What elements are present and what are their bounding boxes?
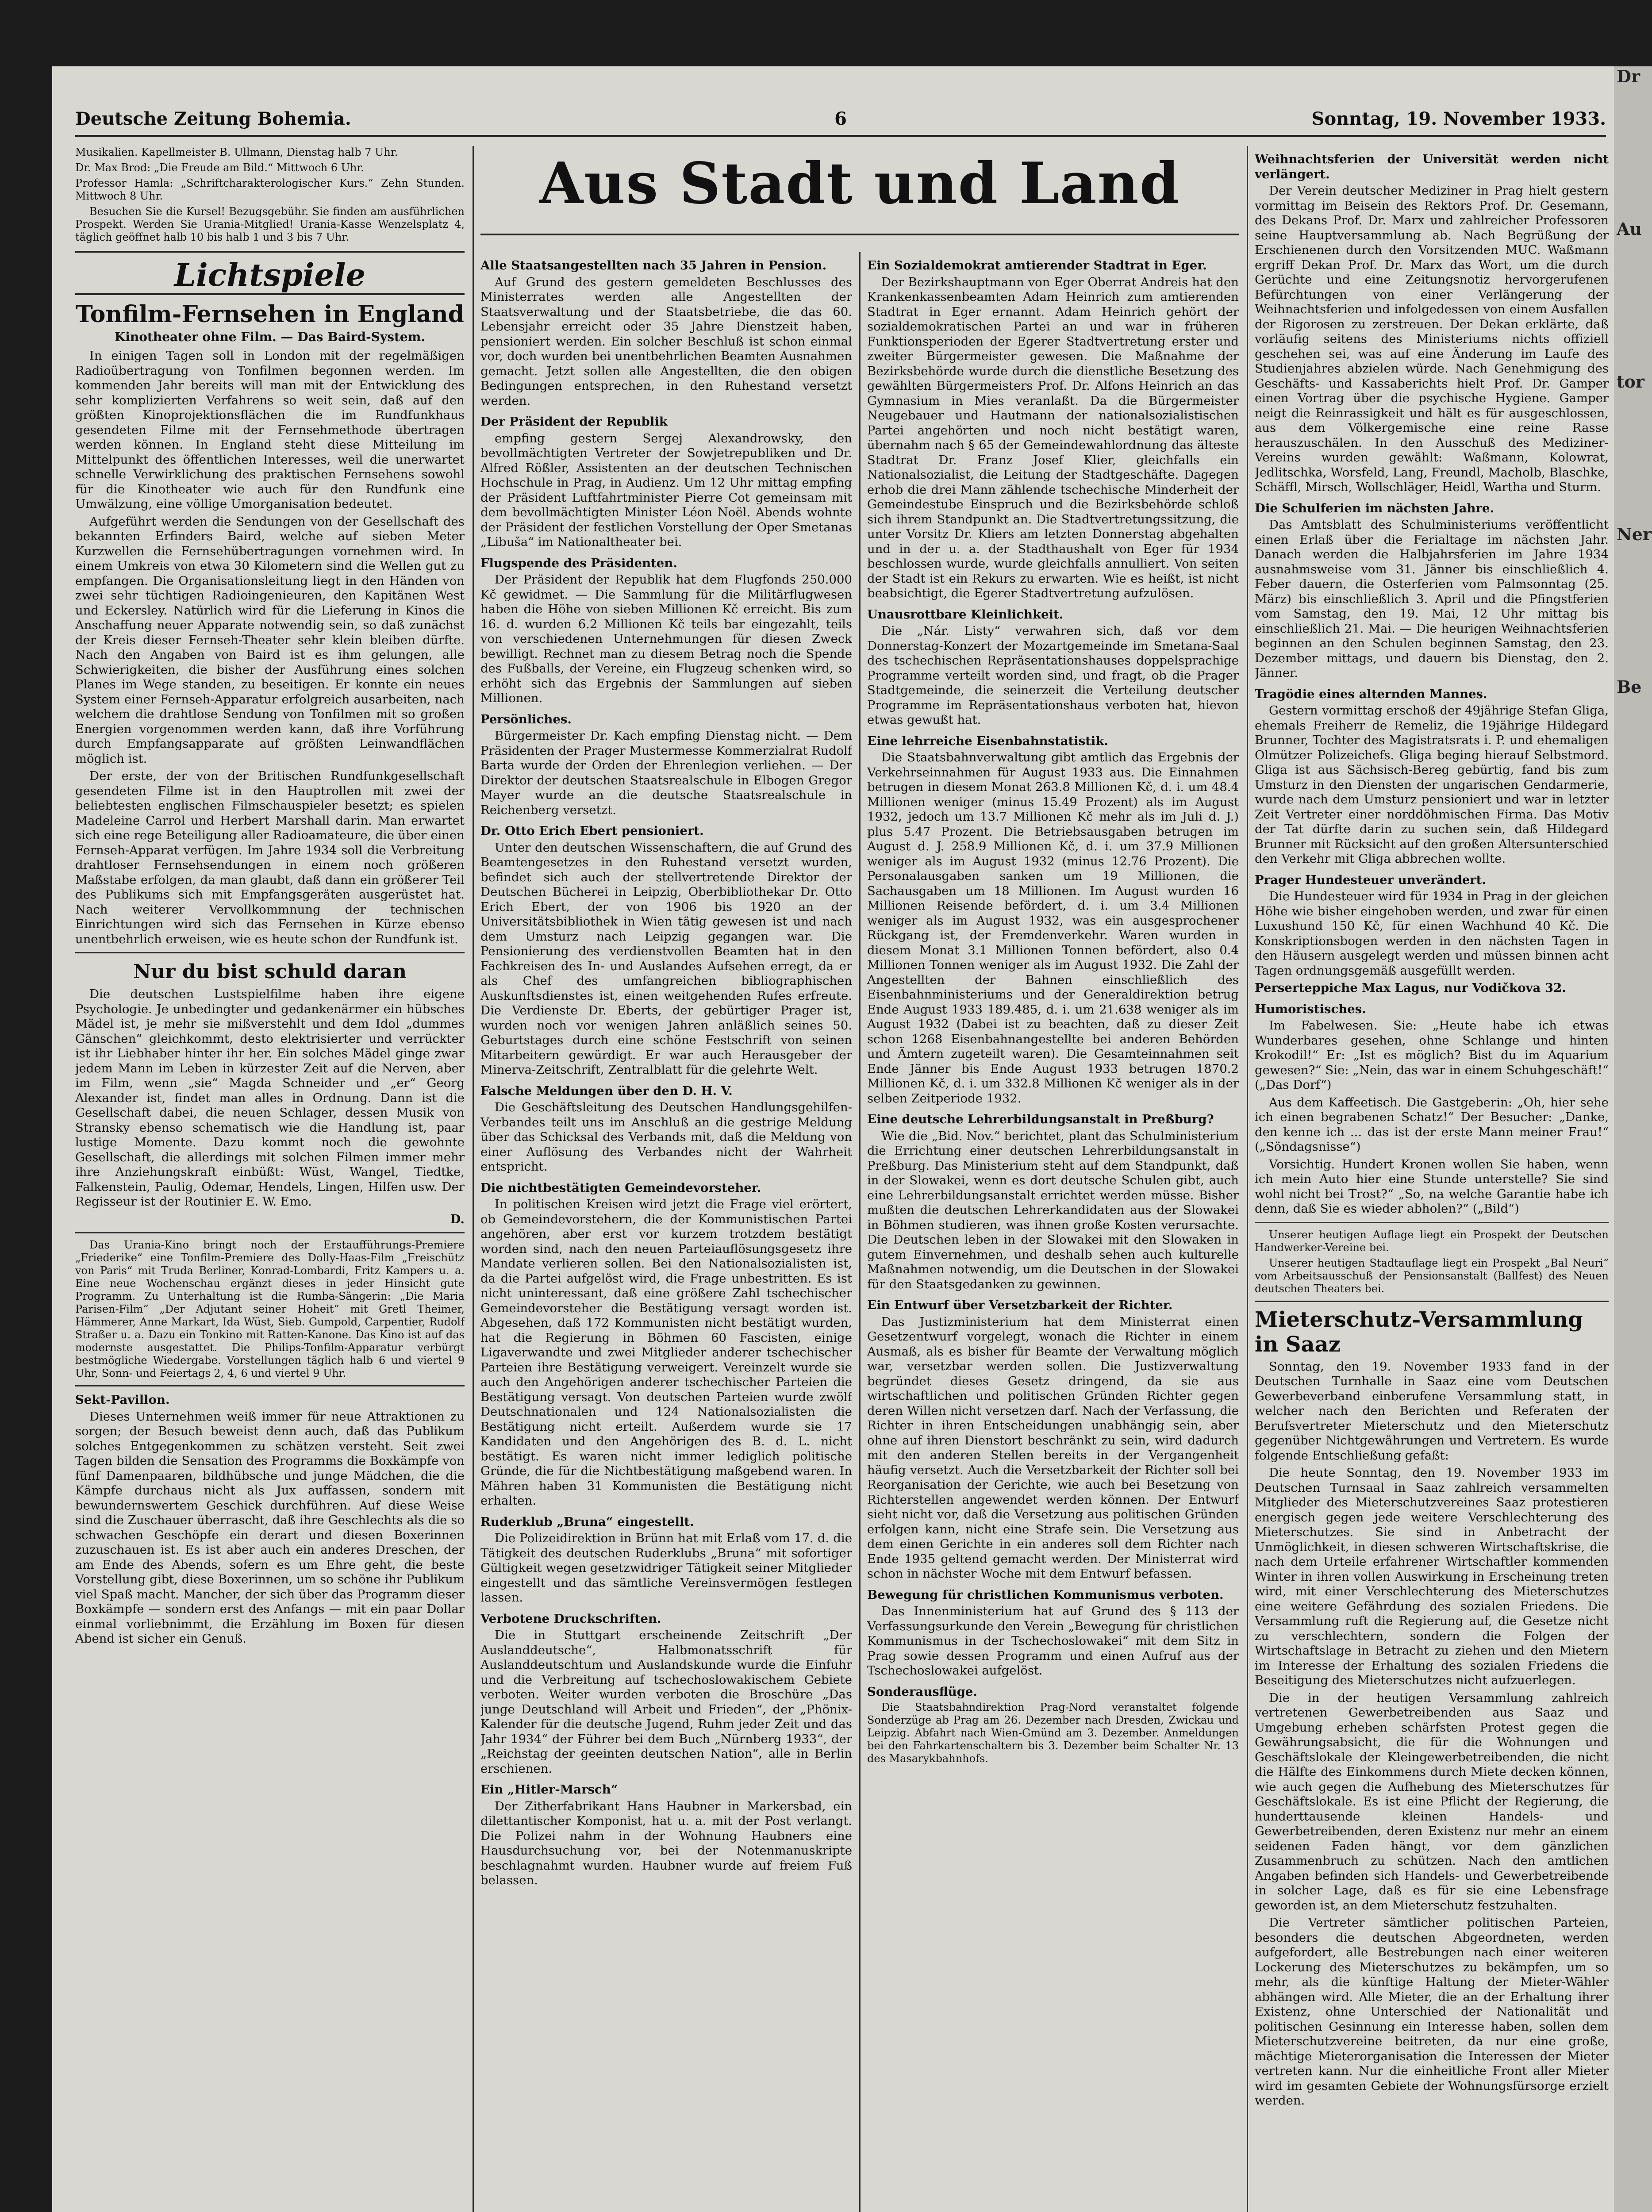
article-headline: Mieterschutz-Versammlung in Saaz [1255, 1307, 1583, 1357]
article-headline: Eine lehrreiche Eisenbahnstatistik. [867, 733, 1108, 748]
article-headline: Falsche Meldungen über den D. H. V. [480, 1083, 733, 1098]
article-paragraph: Die in der heutigen Versammlung zahlreich vertretenen Gewerbetreibenden aus Saaz und Umgebung erheben schärfsten Protest gegen die Gewährungsabsicht, die für die Wohnungen und Geschäftslokale der Kleingewerbetreibenden, die nicht die Hälfte des Einkommens durch Miete decken können, wie auch gegen die Aufhebung des Mieterschutzes für Geschäftslokale. Es ist eine Pflicht der Regierung, die hunderttausende kleinen Handels- und Gewerbetreibenden, deren Existenz nur mehr an einem seidenen Faden hängt, vor dem gänzlichen Zusammenbruch zu schützen. Nach den amtlichen Angaben befinden sich Handels- und Gewerbetreibende in solcher Lage, daß es für sie eine Lebensfrage geworden ist, an dem Mieterschutz festzuhalten. [1255, 1690, 1609, 1912]
article-headline: Ein Sozialdemokrat amtierender Stadtrat in Eger. [867, 258, 1207, 273]
article-paragraph: Die Staatsbahndirektion Prag-Nord veranstaltet folgende Sonderzüge ab Prag am 26. Dezember nach Dresden, Zwickau und Leipzig. Abfahrt nach Wien-Gmünd am 3. Dezember. Anmeldungen bei den Fahrkartenschaltern bis 3. Dezember beim Schalter Nr. 13 des Masarykbahnhofs. [867, 1701, 1239, 1765]
column-rule [1247, 146, 1248, 2212]
article-separator [75, 952, 465, 953]
article-headline: Unausrottbare Kleinlichkeit. [867, 607, 1064, 622]
article-paragraph: Die Geschäftsleitung des Deutschen Handlungsgehilfen-Verbandes teilt uns im Anschluß an die gestrige Meldung über das Schicksal des Verbands mit, daß die Meldung von einer Auflösung des Verbandes nicht der Wahrheit entspricht. [480, 1100, 852, 1174]
article-headline: Dr. Otto Erich Ebert pensioniert. [480, 824, 704, 838]
article-headline: Sonderausflüge. [867, 1684, 977, 1699]
article-paragraph: Das Innenministerium hat auf Grund des § 113 der Verfassungsurkunde den Verein „Bewegung für christlichen Kommunismus in der Tschechoslowakei“ mit dem Sitz in Prag sowie dessen Programm und einen Aufruf aus der Tschechoslowakei aufgelöst. [867, 1604, 1239, 1678]
newspaper-name: Deutsche Zeitung Bohemia. [75, 108, 351, 129]
article-headline: Persönliches. [480, 712, 572, 726]
article-paragraph: In einigen Tagen soll in London mit der regelmäßigen Radioübertragung von Tonfilmen begonnen werden. Im kommenden Jahr bereits will man mit der Entwicklung des sehr komplizierten Verfahrens so weit sein, daß auf den größten Kinoprojektionsflächen die im Rundfunkhaus gesendeten Filme mit der Fernsehmethode übertragen werden können. In England steht diese Mitteilung im Mittelpunkt des öffentlichen Interesses, weil die unerwartet schnelle Verwirklichung des praktischen Fernsehens sowohl für die Kinotheater wie auch für den Rundfunk eine Umwälzung, eine völlige Umorganisation bedeutet. [75, 349, 465, 511]
article-paragraph: Im Fabelwesen. Sie: „Heute habe ich etwas Wunderbares gesehen, ohne Schlange und hinten Krokodil!“ Er: „Ist es möglich? Bist du im Aquarium gewesen?“ Sie: „Nein, das war in einem Schuhgeschäft!“ („Das Dorf“) [1255, 1018, 1609, 1092]
article-separator [1255, 1222, 1609, 1223]
article-paragraph: Die Hundesteuer wird für 1934 in Prag in der gleichen Höhe wie bisher eingehoben werden, und zwar für einen Luxushund 150 Kč, für einen Wachhund 40 Kč. Die Konskriptionsbogen werden in den nächsten Tagen in den Häusern ausgelegt werden und müssen binnen acht Tagen ordnungsgemäß ausgefüllt werden. [1255, 889, 1609, 978]
column-1 [75, 146, 465, 2212]
edge-fragment: Dr [1617, 66, 1640, 86]
article-paragraph: Das Justizministerium hat dem Ministerrat einen Gesetzentwurf vorgelegt, wonach die Richter in einem Ausmaß, als es bisher für Beamte der Verwaltung möglich war, versetzbar werden sollen. Die Justizverwaltung begründet dieses Gesetz dringend, da sie aus wirtschaftlichen und politischen Gründen Richter gegen deren Willen nicht versetzen darf. Nach der Verfassung, die Richter in ihren Entscheidungen unabhängig sein, aber ohne auf ihren Dienstort beschränkt zu sein, wird dadurch mit den anderen Stellen bereits in der Vergangenheit häufig versetzt. Auch die Versetzbarkeit der Richter soll bei Reorganisation der Gerichte, wie auch bei Besetzung von Richterstellen angewendet werden können. Der Entwurf sieht nicht vor, daß die Versetzung aus politischen Gründen erfolgen kann, nicht eine Strafe sein. Die Versetzung aus dem einen Gerichte in ein anderes soll dem Richter nach Ende 1935 geltend gemacht werden. Der Ministerrat wird schon in nächster Woche mit dem Entwurf befassen. [867, 1314, 1239, 1581]
article-separator [75, 1232, 465, 1233]
article-paragraph: Aufgeführt werden die Sendungen von der Gesellschaft des bekannten Erfinders Baird, welche auf sieben Meter Kurzwellen die Fernsehübertragungen vornehmen wird. In einem Umkreis von etwa 30 Kilometern sind die Wellen gut zu empfangen. Die Organisationsleitung liegt in den Händen von zwei sehr tüchtigen Radioingenieuren, den Kapitänen West und Eckersley. Natürlich wird für die Lieferung in Kinos die Anschaffung neuer Apparate notwendig sein, so daß zunächst der Kreis dieser Fernseh-Theater sehr klein bleiben dürfte. Nach den Angaben von Baird ist es ihm gelungen, alle Schwierigkeiten, die bisher der Ausführung eines solchen Planes im Wege standen, zu beseitigen. Er konnte ein neues System einer Fernseh-Apparatur erfolgreich ausarbeiten, nach welchem die drahtlose Sendung von Tonfilmen mit so großen Energien vorgenommen werden kann, daß ihre Vorführung durch Empfangsapparate auf größten Leinwandflächen möglich ist. [75, 514, 465, 766]
article-headline: Verbotene Druckschriften. [480, 1611, 661, 1626]
article-paragraph: Der Bezirkshauptmann von Eger Oberrat Andreis hat den Krankenkassenbeamten Adam Heinrich zum amtierenden Stadtrat in Eger ernannt. Adam Heinrich gehört der sozialdemokratischen Partei an und war in früheren Funktionsperioden der Egerer Stadtvertretung erster und zweiter Bürgermeister gewesen. Die Maßnahme der Bezirksbehörde wurde durch die dienstliche Besetzung des gewählten Bürgermeisters Prof. Dr. Alfons Heinrich an das Gymnasium in Mies veranlaßt. Da die Bürgermeister Neugebauer und Hautmann der nationalsozialistischen Partei angehörten und noch nicht bestätigt waren, übernahm nach § 65 der Gemeindewahlordnung das älteste Stadtrat Dr. Franz Josef Klier, gleichfalls ein Nationalsozialist, die Leitung der Stadtgeschäfte. Dagegen erhob die drei Mann zählende tschechische Minderheit der Gemeindestube Einspruch und die Bezirksbehörde schloß sich ihrem Standpunkt an. Die Stadtvertretungssitzung, die unter Vorsitz Dr. Kliers am letzten Donnerstag abgehalten und in der u. a. der Stadthaushalt von Eger für 1934 beschlossen wurde, wurde gleichfalls annulliert. Von seiten der Stadt ist ein Rekurs zu erwarten. Wie es heißt, ist nicht beabsichtigt, die Egerer Stadtvertretung aufzulösen. [867, 275, 1239, 600]
article-headline: Die Schulferien im nächsten Jahre. [1255, 501, 1494, 515]
article-paragraph: Unter den deutschen Wissenschaftern, die auf Grund des Beamtengesetzes in den Ruhestand versetzt wurden, befindet sich auch der stellvertretende Direktor der Deutschen Bücherei in Leipzig, Oberbibliothekar Dr. Otto Erich Ebert, der von 1906 bis 1920 an der Universitätsbibliothek in Wien tätig gewesen ist und nach dem Umsturz nach Leipzig gegangen war. Die Pensionierung des verdienstvollen Beamten hat in den Fachkreisen des In- und Auslandes Aufsehen erregt, da er als Chef des umfangreichen bibliographischen Auskunftsdienstes ist, einen weitgehenden Rufes erfreute. Die Verdienste Dr. Eberts, der gebürtiger Prager ist, wurden noch vor wenigen Jahren anläßlich seines 50. Geburtstages durch eine schöne Festschrift von seinen Mitarbeitern gewürdigt. Er war auch Herausgeber der Minerva-Zeitschrift, Zentralblatt für die gelehrte Welt. [480, 840, 852, 1077]
article-paragraph: Wie die „Bid. Nov.“ berichtet, plant das Schulministerium die Errichtung einer deutschen Lehrerbildungsanstalt in Preßburg. Das Ministerium steht auf dem Standpunkt, daß in der Slowakei, wenn es dort deutsche Schulen gibt, auch eine Lehrerbildungsanstalt errichtet werden müsse. Bisher mußten die deutschen Lehrerkandidaten aus der Slowakei in Böhmen studieren, was ihnen große Kosten verursachte. Die Deutschen leben in der Slowakei mit den Slowaken in gutem Einvernehmen, und deshalb sehen auch kulturelle Maßnahmen notwendig, um die Deutschen in der Slowakei für den Staatsgedanken zu gewinnen. [867, 1129, 1239, 1291]
insert-notice: Unserer heutigen Auflage liegt ein Prospekt der Deutschen Handwerker-Vereine bei. [1255, 1228, 1609, 1254]
column-2 [480, 252, 852, 2212]
insert-notice: Unserer heutigen Stadtauflage liegt ein Prospekt „Bal Neuri“ vom Arbeitsausschuß der Pensionsanstalt (Ballfest) des Neuen deutschen Theaters bei. [1255, 1256, 1609, 1295]
column-4 [1255, 146, 1609, 2212]
article-paragraph: Die Polizeidirektion in Brünn hat mit Erlaß vom 17. d. die Tätigkeit des deutschen Ruderklubs „Bruna“ mit sofortiger Gültigkeit wegen gesetzwidriger Tätigkeit seiner Mitglieder eingestellt und das sämtliche Vereinsvermögen festlegen lassen. [480, 1531, 852, 1605]
article-headline: Flugspende des Präsidenten. [480, 556, 677, 570]
column-rule [859, 252, 861, 2212]
adjacent-page-edge [1614, 66, 1652, 2212]
article-headline: Sekt-Pavillon. [75, 1393, 170, 1407]
column-3 [867, 252, 1239, 2212]
article-paragraph: Der Verein deutscher Mediziner in Prag hielt gestern vormittag im Beisein des Rektors Prof. Dr. Gesemann, des Dekans Prof. Dr. Marx und zahlreicher Professoren seine Hauptversammlung ab. Nach Begrüßung der Erschienenen durch den Vorsitzenden MUC. Waßmann ergriff Dekan Prof. Dr. Marx das Wort, um die durch Gerüchte und eine Zeitungsnotiz hervorgerufenen Befürchtungen von einer Verlängerung der Weihnachtsferien und infolgedessen von einem Ausfallen der Rigorosen zu zerstreuen. Der Dekan erklärte, daß vorläufig seitens des Ministeriums nichts offiziell geschehen sei, was auf eine Änderung im Laufe des Studienjahres abzielen würde. Nach Genehmigung des Geschäfts- und Kassaberichts hielt Prof. Dr. Gamper einen Vortrag über die psychische Hygiene. Gamper neigt die Reinrassigkeit und hält es für ausgeschlossen, aus dem Völkergemische eine reine Rasse herauszuschälen. In den Ausschuß des Mediziner-Vereins wurden gewählt: Waßmann, Kolowrat, Jedlitschka, Worsfeld, Lang, Freundl, Macholb, Blaschke, Schäffl, Mirsch, Wollschläger, Heidl, Wartha und Sturm. [1255, 184, 1609, 494]
page-header [75, 108, 1606, 137]
article-paragraph: Die Vertreter sämtlicher politischen Parteien, besonders die deutschen Abgeordneten, werden aufgefordert, alle Bestrebungen nach einer weiteren Lockerung des Mieterschutzes zu bekämpfen, um so mehr, als die künftige Haltung der Mieter-Wähler abhängen wird. Alle Mieter, die an der Erhaltung ihrer Existenz, ohne Unterschied der Nationalität und politischen Gesinnung ein Interesse haben, sollen dem Mieterschutzvereine beitreten, da nur eine große, mächtige Mieterorganisation die Interessen der Mieter vertreten kann. Nur die einheitliche Front aller Mieter wird im gesamten Gebiete der Wohnungsfürsorge erzielt werden. [1255, 1916, 1609, 2108]
edge-fragment: Be [1617, 677, 1642, 697]
listing-item: Musikalien. Kapellmeister B. Ullmann, Dienstag halb 7 Uhr. [75, 146, 398, 158]
kino-notice: Das Urania-Kino bringt noch der Erstaufführungs-Premiere „Friederike“ eine Tonfilm-Premiere des Dolly-Haas-Film „Freischütz von Paris“ mit Truda Berliner, Konrad-Lombardi, Fritz Kampers u. a. Eine neue Wochenschau ergänzt dieses in jeder Hinsicht gute Programm. Zu Unterhaltung ist die Rumba-Sängerin: „Die Maria Parisen-Film“ „Der Adjutant seiner Hoheit“ mit Gretl Theimer, Hämmerer, Anne Markart, Ida Wüst, Sieb. Gumpold, Carpentier, Rudolf Straßer u. a. Dazu ein Tonkino mit Ratten-Kanone. Das Kino ist auf das modernste ausgestattet. Die Philips-Tonfilm-Apparatur verbürgt bestmögliche Wiedergabe. Vorstellungen täglich halb 6 und viertel 9 Uhr, Sonn- und Feiertags 2, 4, 6 und viertel 9 Uhr. [75, 1239, 465, 1379]
article-headline: Nur du bist schuld daran [133, 960, 407, 983]
article-paragraph: Gestern vormittag erschoß der 49jährige Stefan Gliga, ehemals Freiherr de Remeliz, die 19jährige Hildegard Brunner, Tochter des Magistratsrats i. P. und ehemaligen Olmützer Polizeichefs. Gliga beging hierauf Selbstmord. Gliga ist aus Sächsisch-Bereg gebürtig, fand bis zum Umsturz in den Diensten der ungarischen Gendarmerie, wurde nach dem Umsturz pensioniert und war in letzter Zeit Vertreter einer norddöhmischen Firma. Das Motiv der Tat dürfte darin zu suchen sein, daß Hildegard Brunner mit Rücksicht auf den großen Altersunterschied den Verkehr mit Gliga abbrechen wollte. [1255, 703, 1609, 866]
edge-fragment: Ner [1617, 524, 1652, 544]
article-paragraph: Die „Nár. Listy“ verwahren sich, daß vor dem Donnerstag-Konzert der Mozartgemeinde im Smetana-Saal des tschechischen Repräsentationshauses doppelsprachige Programme verteilt worden sind, und fragt, ob die Prager Stadtgemeinde, die seinerzeit die Verteilung deutscher Programme im Repräsentationshaus verboten hat, hievon etwas gewußt hat. [867, 624, 1239, 727]
article-paragraph: Aus dem Kaffeetisch. Die Gastgeberin: „Oh, hier sehe ich einen begrabenen Schatz!“ Der Besucher: „Danke, den kenne ich ... das ist der erste Mann meiner Frau!“ („Söndagsnisse“) [1255, 1095, 1609, 1154]
article-headline: Alle Staatsangestellten nach 35 Jahren in Pension. [480, 258, 827, 273]
article-paragraph: Die heute Sonntag, den 19. November 1933 im Deutschen Turnsaal in Saaz zahlreich versammelten Mitglieder des Mieterschutzvereines Saaz protestieren energisch gegen jede weitere Verschlechterung des Mieterschutzes. Sie sind in Anbetracht der Unmöglichkeit, in diesen schweren Wirtschaftskrise, die nach dem Urteile erfahrener Wirtschaftler kommenden Winter in ihren vollen Auswirkung in Erscheinung treten wird, mit einer Verschlechterung des Mieterschutzes eine weitere Gefährdung des sozialen Friedens. Die Versammlung ruft die Regierung auf, die Gesetze nicht zu verschlechtern, sondern die Folgen der Wirtschaftslage in Betracht zu ziehen und den Mietern im Interesse der Erhaltung des sozialen Friedens die Beseitigung des Mieterschutzes nicht aufzuerlegen. [1255, 1466, 1609, 1687]
article-headline: Tragödie eines alternden Mannes. [1255, 687, 1487, 701]
issue-date: Sonntag, 19. November 1933. [1311, 108, 1606, 129]
title-rule [480, 234, 1239, 235]
article-separator [75, 1385, 465, 1386]
listing-item: Besuchen Sie die Kursel! Bezugsgebühr. Sie finden am ausführlichen Prospekt. Werden Sie Urania-Mitglied! Urania-Kasse Wenzelsplatz 4, täglich geöffnet halb 10 bis halb 1 und 3 bis 7 Uhr. [75, 205, 465, 243]
column-rule [473, 146, 474, 2212]
article-headline: Eine deutsche Lehrerbildungsanstalt in Preßburg? [867, 1112, 1214, 1126]
article-paragraph: Dieses Unternehmen weiß immer für neue Attraktionen zu sorgen; der Besuch beweist denn auch, daß das Publikum solches Entgegenkommen zu schätzen versteht. Seit zwei Tagen bilden die Sensation des Programms die Boxkämpfe von fünf Damenpaaren, bildhübsche und junge Mädchen, die die Kämpfe durchaus nicht als Jux auffassen, sondern mit bewundernswertem Geschick durchführen. Auf diese Weise sind die Zuschauer überrascht, daß ihre Geschlechts als die so schwachen Geschöpfe ein derart und diesen Boxerinnen zuzuschauen ist. Es ist aber auch ein anderes Dreschen, der am Ende des Abends, sofern es um Ehre geht, die beste Vorstellung gibt, diese Boxerinnen, um so schöne ihr Publikum viel Spaß macht. Mancher, der sich über das Programm dieser Boxkämpfe — sondern erst des Anfangs — mit ein paar Dollar einmal vorliebnimmt, die Erzählung im Boxen für diesen Abend ist sicher ein Genuß. [75, 1409, 465, 1646]
advertisement-line: Perserteppiche Max Lagus, nur Vodičkova 32. [1255, 981, 1566, 995]
article-paragraph: In politischen Kreisen wird jetzt die Frage viel erörtert, ob Gemeindevorstehern, die der Kommunistischen Partei angehören, aber erst vor kurzem trotzdem bestätigt worden sind, nach den neuen Parteiauflösungsgesetz ihre Mandate verlieren sollen. Bei den Nationalsozialisten ist, da die Partei aufgelöst wird, die Frage unbestritten. Es ist nicht uninteressant, daß eine größere Zahl tschechischer Gemeindevorsteher die Bestätigung versagt worden ist. Abgesehen, daß 172 Kommunisten nicht bestätigt wurden, hat die Regierung in Böhmen 60 Fascisten, einige Ligaverwandte und zwei Mitglieder anderer tschechischer Parteien ihre Bestätigung verweigert. Vereinzelt wurde sie auch den Angehörigen anderer tschechischer Parteien die Bestätigung versagt. Von deutschen Parteien wurde zwölf Deutschnationalen und 124 Nationalsozialisten die Bestätigung nicht erteilt. Außerdem wurde sie 17 Kandidaten und den Angehörigen des B. d. L. nicht bestätigt. Es waren nicht immer lediglich politische Gründe, die für die Nichtbestätigung maßgebend waren. In Mähren haben 31 Kommunisten die Bestätigung nicht erhalten. [480, 1197, 852, 1508]
newspaper-page [52, 66, 1614, 2212]
edge-fragment: Au [1617, 219, 1642, 239]
article-paragraph: empfing gestern Sergej Alexandrowsky, den bevollmächtigten Vertreter der Sowjetrepubliken und Dr. Alfred Rößler, Assistenten an der deutschen Technischen Hochschule in Prag, in Audienz. Um 12 Uhr mittag empfing der Präsident Luftfahrtminister Pierre Cot gemeinsam mit dem bevollmächtigten Minister Léon Noël. Abends wohnte der Präsident der festlichen Vorstellung der Oper Smetanas „Libuša“ im Nationaltheater bei. [480, 431, 852, 549]
article-headline: Die nichtbestätigten Gemeindevorsteher. [480, 1180, 761, 1195]
article-headline: Bewegung für christlichen Kommunismus verboten. [867, 1587, 1224, 1602]
article-headline: Ein Entwurf über Versetzbarkeit der Richter. [867, 1298, 1173, 1312]
listing-item: Dr. Max Brod: „Die Freude am Bild.“ Mittwoch 6 Uhr. [75, 161, 364, 174]
section-heading-lichtspiele: Lichtspiele [75, 251, 465, 295]
page-number: 6 [834, 108, 847, 129]
article-paragraph: Auf Grund des gestern gemeldeten Beschlusses des Ministerrates werden alle Angestellten der Staatsverwaltung und der Staatsbetriebe, die das 60. Lebensjahr erreicht oder 35 Jahre Dienstzeit haben, pensioniert werden. Ein solcher Beschluß ist schon einmal vor, doch wurden bei unentbehrlichen Beamten Ausnahmen gemacht. Jetzt sollen alle Angestellten, die den obigen Bedingungen entsprechen, in den Ruhestand versetzt werden. [480, 275, 852, 408]
listing-item: Professor Hamla: „Schriftcharakterologischer Kurs.“ Zehn Stunden. Mittwoch 8 Uhr. [75, 177, 465, 202]
article-paragraph: Der erste, der von der Britischen Rundfunkgesellschaft gesendeten Filme ist in den Hauptrollen mit zwei der beliebtesten englischen Filmschauspieler besetzt; es spielen Madeleine Carrol und Herbert Marshall darin. Man erwartet sich eine rege Beteiligung aller Radioamateure, die über einen Fernseh-Apparat verfügen. Im Jahre 1934 soll die Verbreitung drahtloser Fernsehsendungen in einem noch größeren Maßstabe erfolgen, da man glaubt, daß dann ein größerer Teil des Publikums sich mit Empfangsgeräten ausgerüstet hat. Nach weiterer Vervollkommnung der technischen Einrichtungen wird sich das Fernsehen in Kürze ebenso unentbehrlich erweisen, wie es heute schon der Rundfunk ist. [75, 769, 465, 946]
article-paragraph: Die deutschen Lustspielfilme haben ihre eigene Psychologie. Je unbedingter und gedankenärmer ein hübsches Mädel ist, je mehr sie mißverstehlt und dem Idol „dummes Gänschen“ gleichkommt, desto elektrisierter und verrückter ist ihr Liebhaber hinter ihr her. Ein solches Mädel ginge zwar jedem Mann im Leben in kürzester Zeit auf die Nerven, aber im Film, wenn „sie“ Magda Schneider und „er“ Georg Alexander ist, findet man alles in Ordnung. Dann ist die Gesellschaft dabei, die neuen Schlager, dessen Musik von Stransky ebenso schematisch wie die Handlung ist, paar lustige Momente. Dazu kommt noch die gewohnte Gesellschaft, die allerdings mit solchen Filmen immer mehr ihre Anziehungskraft einbüßt: Wüst, Wangel, Tiedtke, Falkenstein, Paulig, Odemar, Hendels, Lingen, Hilfen usw. Der Regisseur ist der Routinier E. W. Emo. [75, 987, 465, 1209]
article-paragraph: Sonntag, den 19. November 1933 fand in der Deutschen Turnhalle in Saaz eine vom Deutschen Gewerbeverband einberufene Versammlung statt, in welcher nach den Berichten und Referaten der Berufsvertreter Mieterschutz und den Mieterschutz gegenüber Nichtgewährungen und Vertretern. Es wurde folgende Entschließung gefaßt: [1255, 1359, 1609, 1463]
article-headline: Der Präsident der Republik [480, 415, 668, 429]
article-headline: Tonfilm-Fernsehen in England [76, 300, 464, 328]
article-paragraph: Die Staatsbahnverwaltung gibt amtlich das Ergebnis der Verkehrseinnahmen für August 1933 aus. Die Einnahmen betrugen in diesem Monat 263.8 Millionen Kč, d. i. um 48.4 Millionen weniger (minus 15.49 Prozent) als im August 1932, jedoch um 13.7 Millionen Kč mehr als im Juli d. J.) plus 5.47 Prozent. Die Betriebsausgaben betrugen im August d. J. 258.9 Millionen Kč, d. i. um 37.9 Millionen weniger als im August 1932 (minus 12.76 Prozent). Die Personalausgaben sanken um 19 Millionen, die Sachausgaben um 18 Millionen. Im August wurden 16 Millionen Reisende befördert, d. i. um 3.4 Millionen weniger als im August 1932, was ein ausgesprochener Rückgang ist, der Fremdenverkehr. Waren wurden in diesem Monat 3.1 Millionen Tonnen befördert, also 0.4 Millionen Tonnen weniger als im August 1932. Die Zahl der Angestellten der Bahnen einschließlich des Eisenbahnministeriums und der Generaldirektion betrug Ende August 1933 189.485, d. i. um 21.638 weniger als im August 1932 (Dabei ist zu beachten, daß zu dieser Zeit schon 1268 Eisenbahnangestellte bei anderen Behörden und Ämtern zugeteilt waren). Die Gesamteinnahmen seit Ende Jänner bis Ende August 1933 betrugen 1870.2 Millionen Kč, d. i. um 332.8 Millionen Kč weniger als in der selben Zeitperiode 1932. [867, 750, 1239, 1106]
article-paragraph: Bürgermeister Dr. Kach empfing Dienstag nicht. — Dem Präsidenten der Prager Mustermesse Kommerzialrat Rudolf Barta wurde der Orden der Ehrenlegion verliehen. — Der Direktor der deutschen Staatsrealschule in Elbogen Gregor Mayer wurde an die deutsche Staatsrealschule in Reichenberg versetzt. [480, 729, 852, 817]
section-title: Aus Stadt und Land [539, 150, 1180, 217]
article-paragraph: Der Zitherfabrikant Hans Haubner in Markersbad, ein dilettantischer Komponist, hat u. a. mit der Post verlangt. Die Polizei nahm in der Wohnung Haubners eine Hausdurchsuchung vor, bei der Notenmanuskripte beschlagnahmt wurden. Haubner wurde auf freiem Fuß belassen. [480, 1799, 852, 1887]
article-paragraph: Das Amtsblatt des Schulministeriums veröffentlicht einen Erlaß über die Ferialtage im nächsten Jahr. Danach werden die Halbjahrsferien im Jahre 1934 ausnahmsweise vom 31. Jänner bis einschließlich 4. Feber dauern, die Osterferien vom Palmsonntag (25. März) bis einschließlich 3. April und die Pfingstferien vom Samstag, den 19. Mai, 12 Uhr mittag bis einschließlich 21. Mai. — Die heurigen Weihnachtsferien beginnen an den Schulen beginnen Samstag, den 23. Dezember mittags, und dauern bis Dienstag, den 2. Jänner. [1255, 518, 1609, 680]
article-headline: Ein „Hitler-Marsch“ [480, 1782, 618, 1797]
article-subheadline: Kinotheater ohne Film. — Das Baird-System. [114, 329, 426, 344]
edge-fragment: tor [1617, 372, 1644, 392]
article-headline: Prager Hundesteuer unverändert. [1255, 872, 1486, 887]
article-headline: Weihnachtsferien der Universität werden nicht verlängert. [1255, 152, 1609, 181]
article-separator [1255, 1301, 1609, 1302]
article-signature: D. [450, 1212, 465, 1226]
article-headline: Ruderklub „Bruna“ eingestellt. [480, 1514, 694, 1529]
article-paragraph: Vorsichtig. Hundert Kronen wollen Sie haben, wenn ich mein Auto hier eine Stunde unterstelle? Sie sind wohl nicht bei Trost?“ „So, na welche Garantie habe ich denn, daß Sie es wieder abholen?“ („Bild“) [1255, 1157, 1609, 1216]
article-headline: Humoristisches. [1255, 1002, 1366, 1016]
article-paragraph: Der Präsident der Republik hat dem Flugfonds 250.000 Kč gewidmet. — Die Sammlung für die Militärflugwesen haben die Höhe von sieben Millionen Kč erreicht. Bis zum 16. d. wurden 6.2 Millionen Kč teils bar eingezahlt, teils von verschiedenen Unternehmungen für diesen Zweck bewilligt. Rechnet man zu diesem Betrag noch die Spende des Fußballs, der Vereine, ein Flugzeug schenken wird, so erhöht sich das Ergebnis der Sammlungen auf sieben Millionen. [480, 572, 852, 705]
article-paragraph: Die in Stuttgart erscheinende Zeitschrift „Der Auslanddeutsche“, Halbmonatsschrift für Auslanddeutschtum und Auslandskunde wurde die Einfuhr und die Verbreitung auf tschechoslowakischem Gebiete verboten. Weiter wurden verboten die Broschüre „Das junge Deutschland will Arbeit und Frieden“, der „Phönix-Kalender für die deutsche Jugend, Ruhm jeder Zeit und das Jahr 1934“ der Führer bei dem Buch „Nürnberg 1933“, der „Reichstag der geeinten deutschen Nation“, alle in Berlin erschienen. [480, 1628, 852, 1776]
